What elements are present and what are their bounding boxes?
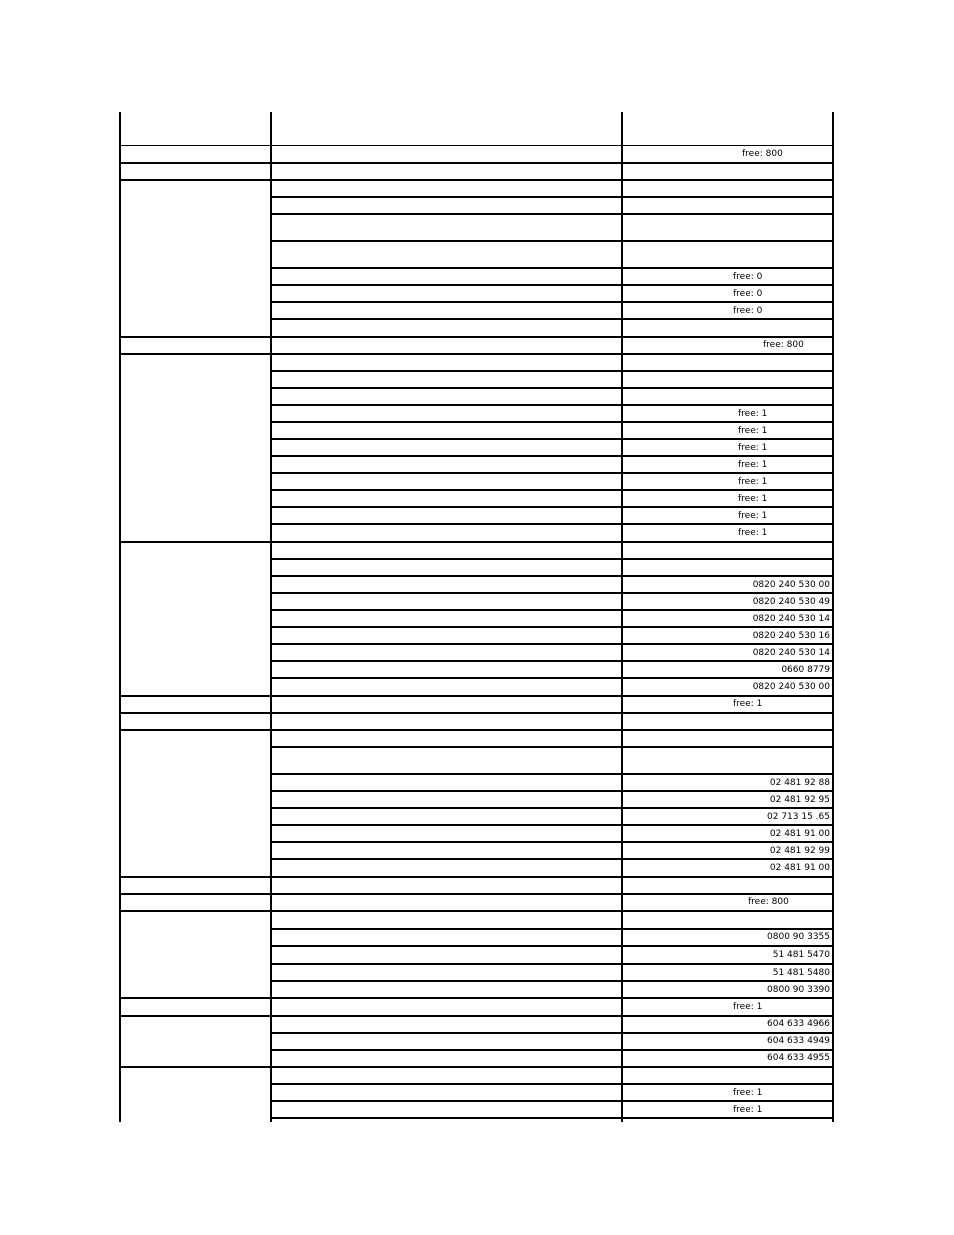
- phone-cell: 0820 240 530 49: [752, 597, 830, 607]
- row-border: [271, 318, 834, 320]
- row-border: [120, 1066, 834, 1068]
- row-border: [271, 370, 834, 372]
- phone-cell: free: 1: [733, 1105, 763, 1115]
- phone-cell: 02 481 91 00: [769, 829, 830, 839]
- row-border: [271, 773, 834, 775]
- phone-cell: 604 633 4949: [767, 1036, 830, 1046]
- row-border: [271, 387, 834, 389]
- phone-cell: 02 481 92 99: [769, 846, 830, 856]
- row-border: [271, 841, 834, 843]
- row-border: [120, 145, 834, 146]
- phone-cell: free: 1: [733, 1002, 763, 1012]
- row-border: [271, 1083, 834, 1085]
- row-border: [271, 489, 834, 491]
- row-border: [120, 1015, 834, 1017]
- row-border: [271, 963, 834, 965]
- row-border: [271, 980, 834, 982]
- phone-cell: 0820 240 530 16: [752, 631, 830, 641]
- row-border: [120, 910, 834, 912]
- phone-cell: 604 633 4966: [767, 1019, 830, 1029]
- row-border: [271, 677, 834, 679]
- phone-cell: 02 481 92 95: [769, 795, 830, 805]
- row-border: [271, 213, 834, 215]
- row-border: [120, 997, 834, 999]
- phone-cell: free: 800: [748, 897, 789, 907]
- row-border: [120, 162, 834, 164]
- row-border: [271, 267, 834, 269]
- row-border: [271, 404, 834, 406]
- phone-cell: free: 0: [733, 272, 763, 282]
- phone-cell: free: 1: [738, 528, 768, 538]
- row-border: [271, 1049, 834, 1051]
- phone-cell: free: 0: [733, 289, 763, 299]
- phone-cell: free: 1: [738, 511, 768, 521]
- row-border: [271, 746, 834, 748]
- row-border: [271, 421, 834, 423]
- row-border: [271, 592, 834, 594]
- row-border: [271, 558, 834, 560]
- phone-cell: free: 800: [742, 149, 783, 159]
- phone-cell: free: 1: [738, 460, 768, 470]
- row-border: [120, 712, 834, 714]
- row-border: [271, 660, 834, 662]
- phone-cell: 0820 240 530 00: [752, 682, 830, 692]
- phone-cell: 604 633 4955: [767, 1053, 830, 1063]
- row-border: [120, 179, 834, 181]
- row-border: [271, 609, 834, 611]
- phone-cell: free: 1: [733, 699, 763, 709]
- row-border: [271, 455, 834, 457]
- row-border: [271, 284, 834, 286]
- phone-cell: 02 713 15 .65: [767, 812, 830, 822]
- phone-cell: free: 1: [738, 494, 768, 504]
- row-border: [271, 575, 834, 577]
- row-border: [271, 643, 834, 645]
- row-border: [271, 858, 834, 860]
- phone-cell: free: 800: [763, 340, 804, 350]
- phone-cell: 0820 240 530 00: [752, 580, 830, 590]
- column-border: [621, 112, 623, 1122]
- row-border: [271, 1100, 834, 1102]
- phone-cell: 0820 240 530 14: [752, 648, 830, 658]
- column-border: [832, 112, 834, 1122]
- row-border: [120, 893, 834, 895]
- phone-cell: 51 481 5470: [772, 950, 830, 960]
- row-border: [271, 1032, 834, 1034]
- phone-cell: free: 1: [738, 409, 768, 419]
- row-border: [271, 196, 834, 198]
- row-border: [271, 240, 834, 242]
- row-border: [271, 824, 834, 826]
- row-border: [120, 876, 834, 878]
- row-border: [271, 945, 834, 947]
- phone-cell: free: 1: [738, 477, 768, 487]
- row-border: [120, 729, 834, 731]
- row-border: [271, 438, 834, 440]
- phone-cell: 0660 8779: [781, 665, 830, 675]
- row-border: [271, 626, 834, 628]
- column-border: [119, 112, 121, 1122]
- row-border: [271, 506, 834, 508]
- phone-cell: 0800 90 3390: [767, 985, 830, 995]
- phone-cell: free: 0: [733, 306, 763, 316]
- column-border: [270, 112, 272, 1122]
- phone-cell: 51 481 5480: [772, 968, 830, 978]
- phone-cell: free: 1: [738, 426, 768, 436]
- row-border: [271, 472, 834, 474]
- row-border: [120, 336, 834, 338]
- row-border: [271, 928, 834, 930]
- phone-cell: 02 481 91 00: [769, 863, 830, 873]
- phone-cell: 0820 240 530 14: [752, 614, 830, 624]
- phone-cell: free: 1: [733, 1088, 763, 1098]
- row-border: [120, 541, 834, 543]
- row-border: [271, 523, 834, 525]
- row-border: [120, 695, 834, 697]
- phone-cell: free: 1: [738, 443, 768, 453]
- row-border: [271, 301, 834, 303]
- row-border: [271, 790, 834, 792]
- phone-cell: 02 481 92 88: [769, 778, 830, 788]
- phone-cell: 0800 90 3355: [767, 932, 830, 942]
- row-border: [271, 807, 834, 809]
- row-border: [271, 1117, 834, 1119]
- row-border: [120, 353, 834, 355]
